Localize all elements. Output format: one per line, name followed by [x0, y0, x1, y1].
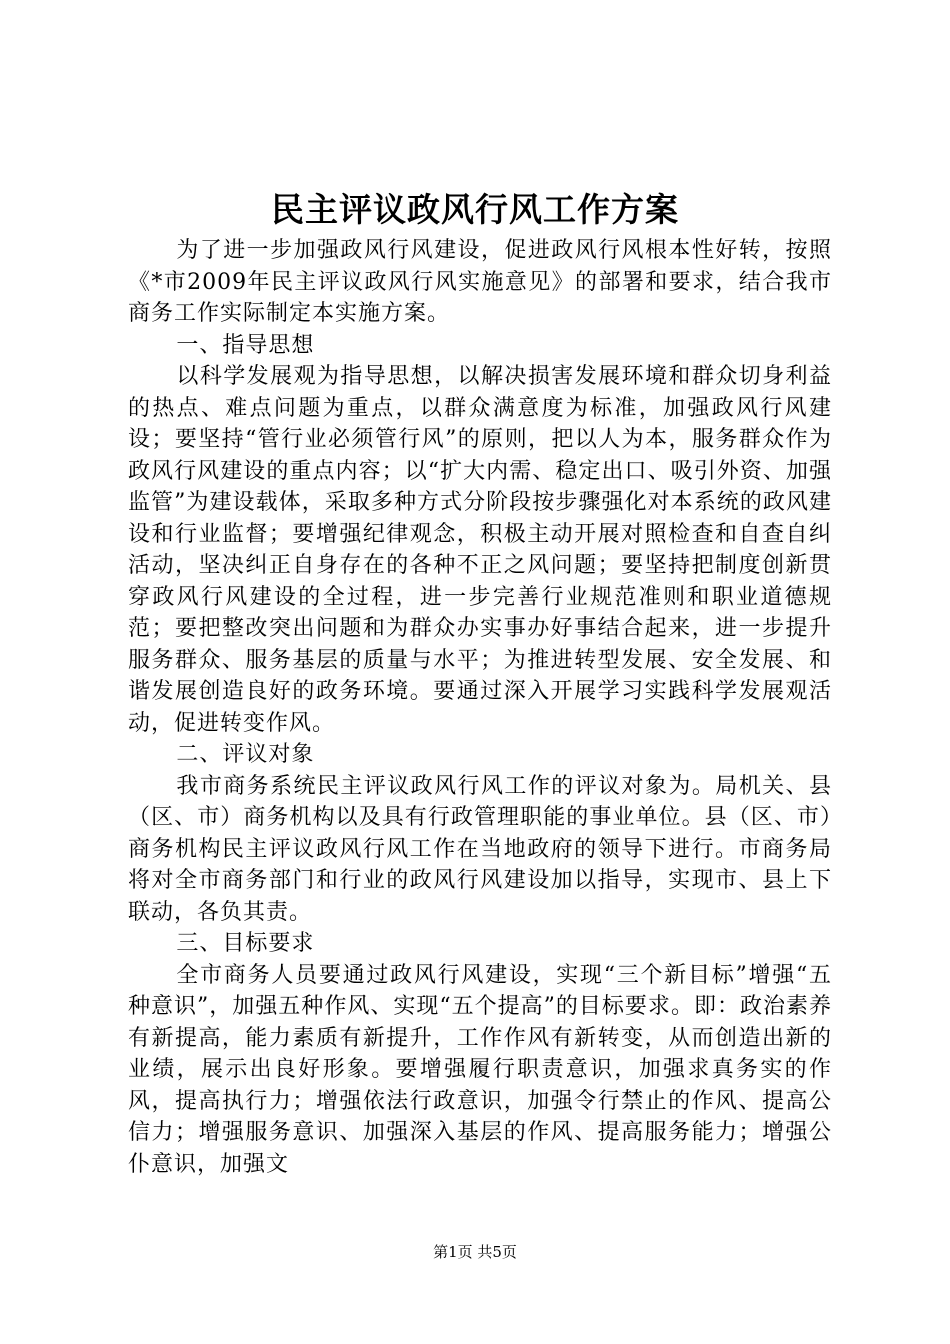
- section-heading-evaluation-target: 二、评议对象: [176, 742, 315, 767]
- section-heading-guiding-ideology: 一、指导思想: [176, 332, 315, 358]
- document-body: [128, 235, 832, 1180]
- intro-paragraph: 为了进一步加强政风行风建设，促进政风行风根本性好转，按照《*市2009年民主评议政风行风实施意见》的部署和要求，结合我市商务工作实际制定本实施方案。: [128, 238, 832, 326]
- evaluation-target-paragraph: 我市商务系统民主评议政风行风工作的评议对象为。局机关、县（区、市）商务机构以及具有行政管理职能的事业单位。县（区、市）商务机构民主评议政风行风工作在当地政府的领导下进行。市商务局将对全市商务部门和行业的政风行风建设加以指导，实现市、县上下联动，各负其责。: [128, 773, 832, 925]
- document-title: 民主评议政风行风工作方案: [271, 190, 679, 229]
- page-number-footer: 第1页 共5页: [433, 1243, 517, 1261]
- section-heading-goals: 三、目标要求: [176, 931, 315, 956]
- guiding-ideology-paragraph: 以科学发展观为指导思想，以解决损害发展环境和群众切身利益的热点、难点问题为重点，以群众满意度为标准，加强政风行风建设；要坚持“管行业必须管行风”的原则，把以人为本，服务群众作为政风行风建设的重点内容；以“扩大内需、稳定出口、吸引外资、加强监管”为建设载体，采取多种方式分阶段按步骤强化对本系统的政风建设和行业监督；要增强纪律观念，积极主动开展对照检查和自查自纠活动，坚决纠正自身存在的各种不正之风问题；要坚持把制度创新贯穿政风行风建设的全过程，进一步完善行业规范准则和职业道德规范；要把整改突出问题和为群众办实事办好事结合起来，进一步提升服务群众、服务基层的质量与水平；为推进转型发展、安全发展、和谐发展创造良好的政务环境。要通过深入开展学习实践科学发展观活动，促进转变作风。: [128, 364, 832, 736]
- goals-paragraph: 全市商务人员要通过政风行风建设，实现“三个新目标”增强“五种意识”，加强五种作风、实现“五个提高”的目标要求。即：政治素养有新提高，能力素质有新提升，工作作风有新转变，从而创造出新的业绩，展示出良好形象。要增强履行职责意识，加强求真务实的作风，提高执行力；增强依法行政意识，加强令行禁止的作风、提高公信力；增强服务意识、加强深入基层的作风、提高服务能力；增强公仆意识，加强文: [128, 962, 832, 1177]
